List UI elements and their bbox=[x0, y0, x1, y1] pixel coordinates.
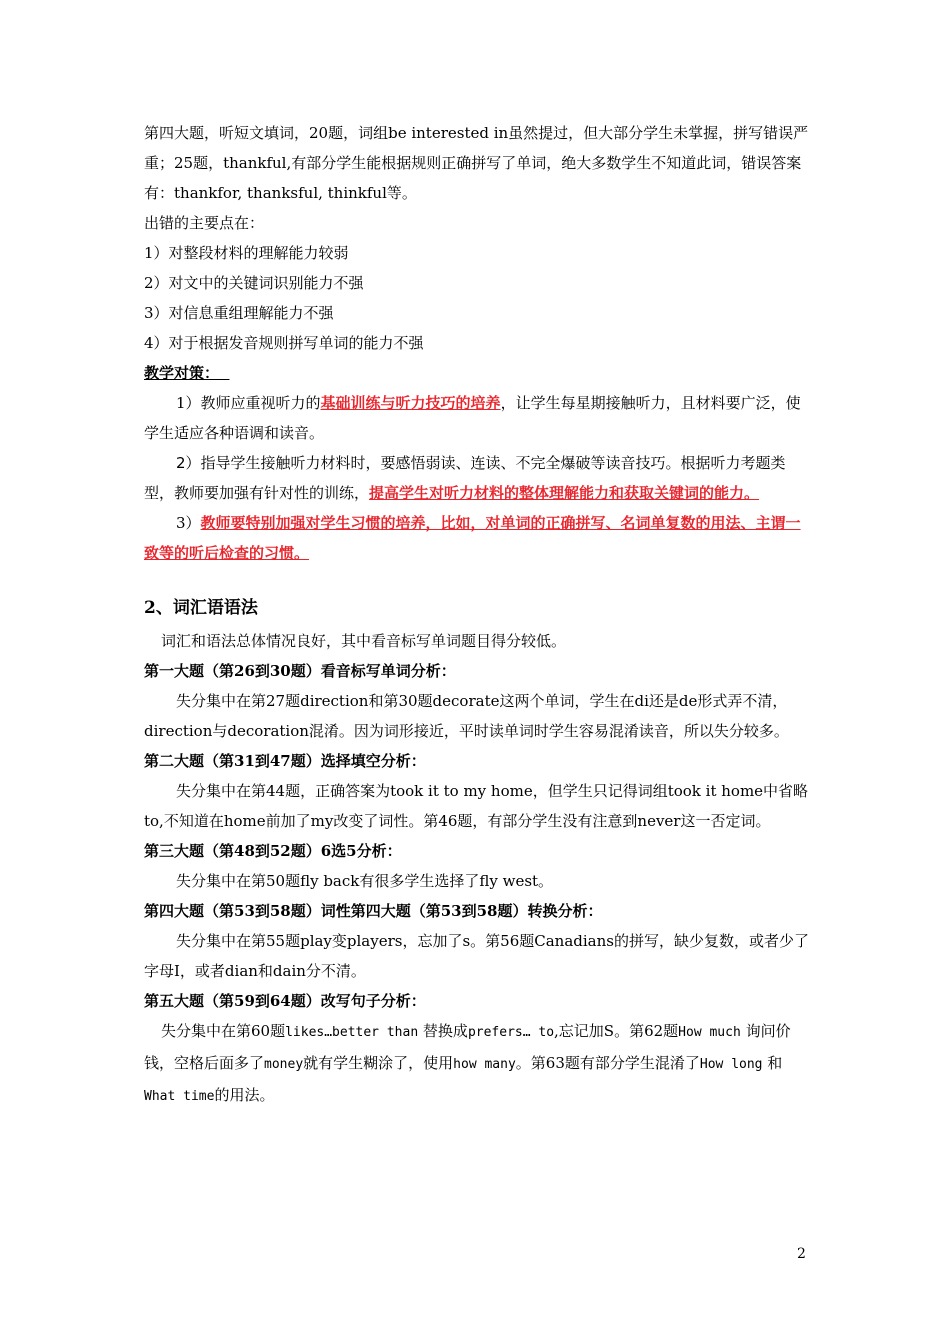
document-page bbox=[144, 118, 809, 1112]
strategy-2-highlight: 提高学生对听力材料的整体理解能力和获取关键词的能力。 bbox=[369, 484, 760, 502]
section-2-title: 2、词汇语语法 bbox=[144, 598, 258, 618]
strategy-1-highlight: 基础训练与听力技巧的培养 bbox=[320, 394, 501, 412]
code-phrase: prefers… to bbox=[467, 1025, 555, 1040]
question-4-heading: 第四大题（第53到58题）词性第四大题（第53到58题）转换分析： bbox=[144, 902, 603, 920]
code-phrase: likes…better than bbox=[285, 1025, 419, 1040]
code-phrase: How long bbox=[699, 1057, 763, 1072]
strategy-1 bbox=[144, 388, 809, 448]
strategy-3-number: 3） bbox=[176, 514, 201, 532]
strategy-1-text-end: ，让学生每星期接触听力，且材料要广泛，使学生适应各种语调和读音。 bbox=[144, 394, 801, 442]
page-number: 2 bbox=[797, 1246, 806, 1262]
strategy-heading bbox=[144, 358, 809, 388]
code-phrase: What time bbox=[144, 1089, 215, 1104]
question-3-heading: 第三大题（第48到52题）6选5分析： bbox=[144, 842, 402, 860]
question-1-heading: 第一大题（第26到30题）看音标写单词分析： bbox=[144, 662, 456, 680]
question-3-body: 失分集中在第50题fly back有很多学生选择了fly west。 bbox=[176, 872, 554, 890]
error-item: 3）对信息重组理解能力不强 bbox=[144, 304, 334, 322]
errors-heading: 出错的主要点在： bbox=[144, 214, 265, 232]
error-item: 4）对于根据发音规则拼写单词的能力不强 bbox=[144, 334, 424, 352]
section-2-intro: 词汇和语法总体情况良好，其中看音标写单词题目得分较低。 bbox=[161, 632, 567, 650]
strategy-3 bbox=[144, 508, 809, 568]
strategy-heading-text: 教学对策： bbox=[144, 364, 220, 382]
question-5-body: 失分集中在第60题likes…better than 替换成prefers… to,忘记加S。第62题How much 询问价钱，空格后面多了money就有学生糊涂了，使用how many。第63题有部分学生混淆了How long 和What time的用法。 bbox=[144, 1022, 791, 1104]
code-phrase: money bbox=[264, 1057, 304, 1072]
code-phrase: how many bbox=[453, 1057, 516, 1072]
strategy-2-number: 2 bbox=[176, 454, 186, 472]
strategy-2-text: ）指导学生接触听力材料时，要感悟弱读、连读、不完全爆破等读音技巧。根据听力考题类型，教师要加强有针对性的训练， bbox=[144, 454, 786, 502]
question-4-body: 失分集中在第55题play变players，忘加了s。第56题Canadians的拼写，缺少复数，或者少了字母I，或者dian和dain分不清。 bbox=[144, 932, 809, 980]
error-item: 2）对文中的关键词识别能力不强 bbox=[144, 274, 364, 292]
paragraph-listening-analysis: 第四大题，听短文填词，20题，词组be interested in虽然提过，但大部分学生未掌握，拼写错误严重；25题，thankful,有部分学生能根据规则正确拼写了单词，绝大多数学生不知道此词，错误答案有：thankfor, thanksful, thinkful等。 bbox=[144, 124, 809, 202]
question-1-body: 失分集中在第27题direction和第30题decorate这两个单词，学生在di还是de形式弄不清，direction与decoration混淆。因为词形接近，平时读单词时学生容易混淆读音，所以失分较多。 bbox=[144, 692, 789, 740]
question-2-body: 失分集中在第44题，正确答案为took it to my home，但学生只记得词组took it home中省略to,不知道在home前加了my改变了词性。第46题，有部分学生没有注意到never这一否定词。 bbox=[144, 782, 809, 830]
strategy-1-text: 1）教师应重视听力的 bbox=[176, 394, 321, 412]
strategy-3-highlight: 教师要特别加强对学生习惯的培养，比如，对单词的正确拼写、名词单复数的用法、主谓一致等的听后检查的习惯。 bbox=[144, 514, 801, 562]
question-2-heading: 第二大题（第31到47题）选择填空分析： bbox=[144, 752, 426, 770]
question-5-heading: 第五大题（第59到64题）改写句子分析： bbox=[144, 992, 426, 1010]
strategy-2 bbox=[144, 448, 809, 508]
code-phrase: How much bbox=[678, 1025, 741, 1040]
error-item: 1）对整段材料的理解能力较弱 bbox=[144, 244, 349, 262]
